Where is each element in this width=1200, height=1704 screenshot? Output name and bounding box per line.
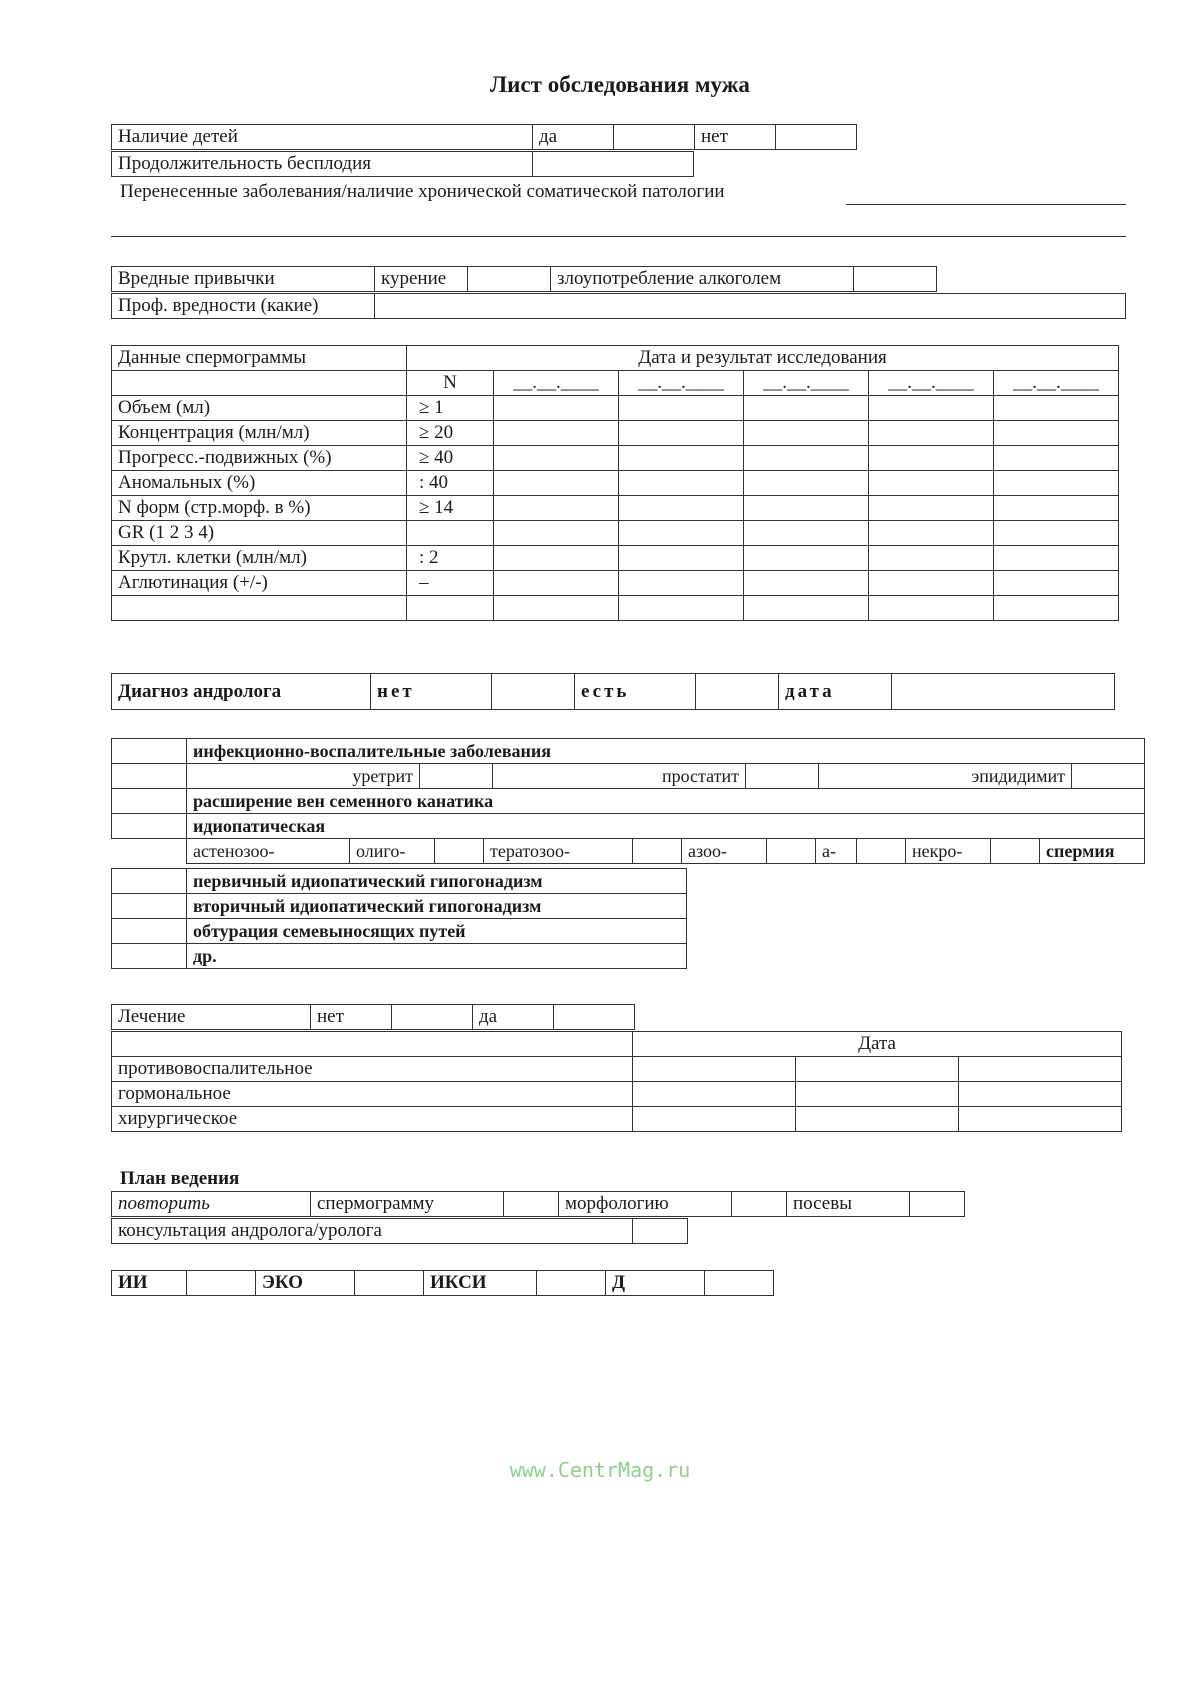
idiopathic-label: идиопатическая xyxy=(187,814,1145,839)
secondary-box[interactable] xyxy=(112,894,187,919)
plan-repeat-label: повторить xyxy=(112,1192,311,1217)
method-d-label: Д xyxy=(606,1271,705,1296)
urethritis-box[interactable] xyxy=(420,764,493,788)
primary-label: первичный идиопатический гипогонадизм xyxy=(187,869,687,894)
sperm-result-cell[interactable] xyxy=(869,571,994,596)
sperm-row-norm: : 40 xyxy=(407,471,494,496)
plan-title: План ведения xyxy=(120,1168,240,1189)
sperm-result-cell[interactable] xyxy=(994,496,1119,521)
obstruction-box[interactable] xyxy=(112,919,187,944)
necro-box[interactable] xyxy=(991,839,1040,863)
method-eko-box[interactable] xyxy=(355,1271,424,1296)
prostatitis-box[interactable] xyxy=(746,764,819,788)
sperm-result-cell[interactable] xyxy=(994,471,1119,496)
diagnosis-no-box[interactable] xyxy=(492,674,575,710)
spermogram-table xyxy=(111,345,1119,621)
sperm-result-cell[interactable] xyxy=(744,446,869,471)
oligo-label: олиго- xyxy=(350,839,435,863)
treatment-type-2: гормональное xyxy=(112,1082,633,1107)
method-d-box[interactable] xyxy=(705,1271,774,1296)
sperm-row xyxy=(112,446,1119,471)
azoo-label: азоо- xyxy=(682,839,767,863)
habits-table xyxy=(111,266,937,292)
sperm-result-cell[interactable] xyxy=(744,521,869,546)
oligo-box[interactable] xyxy=(435,839,484,863)
prof-label: Проф. вредности (какие) xyxy=(112,294,375,319)
diseases-line-2[interactable] xyxy=(111,236,1126,237)
diagnosis-yes-box[interactable] xyxy=(696,674,779,710)
alcohol-label: злоупотребление алкоголем xyxy=(551,267,854,292)
sperm-result-cell[interactable] xyxy=(619,471,744,496)
sperm-result-cell[interactable] xyxy=(744,396,869,421)
plan-cultures-box[interactable] xyxy=(910,1192,965,1217)
smoking-label: курение xyxy=(375,267,468,292)
sperm-result-cell[interactable] xyxy=(994,421,1119,446)
a-box[interactable] xyxy=(857,839,906,863)
varicocele-box[interactable] xyxy=(112,789,187,814)
sperm-result-cell[interactable] xyxy=(869,471,994,496)
spermia-label: спермия xyxy=(1040,839,1145,863)
prof-table xyxy=(111,293,1126,319)
treatment-yes-box[interactable] xyxy=(554,1005,635,1030)
treatment-type-1: противовоспалительное xyxy=(112,1057,633,1082)
sperm-row xyxy=(112,396,1119,421)
diagnosis-date-label: дата xyxy=(779,674,892,710)
diagnosis-label: Диагноз андролога xyxy=(112,674,371,710)
sperm-row-label: Аглютинация (+/-) xyxy=(112,571,407,596)
methods-table xyxy=(111,1270,774,1296)
infection-box[interactable] xyxy=(112,739,187,764)
habits-label: Вредные привычки xyxy=(112,267,375,292)
sperm-result-cell[interactable] xyxy=(994,521,1119,546)
necro-label: некро- xyxy=(906,839,991,863)
sperm-date-4[interactable]: __.__.____ xyxy=(869,371,994,396)
idiopathic-box[interactable] xyxy=(112,814,187,839)
infection-label: инфекционно-воспалительные заболевания xyxy=(187,739,1145,764)
sperm-result-cell[interactable] xyxy=(619,571,744,596)
children-yes-box[interactable] xyxy=(614,125,695,150)
sperm-result-cell[interactable] xyxy=(744,471,869,496)
method-iksi-label: ИКСИ xyxy=(424,1271,537,1296)
consult-table xyxy=(111,1218,688,1244)
sperm-result-cell[interactable] xyxy=(869,421,994,446)
epididymitis-label: эпидидимит xyxy=(819,764,1072,788)
treatment-type-3: хирургическое xyxy=(112,1107,633,1132)
infertility-field[interactable] xyxy=(533,152,694,177)
children-no-label: нет xyxy=(695,125,776,150)
children-yes-label: да xyxy=(533,125,614,150)
sperm-result-cell[interactable] xyxy=(619,421,744,446)
sperm-result-cell[interactable] xyxy=(869,446,994,471)
alcohol-box[interactable] xyxy=(854,267,937,292)
treatment-date-header: Дата xyxy=(633,1032,1122,1057)
prostatitis-label: простатит xyxy=(493,764,746,788)
children-label: Наличие детей xyxy=(112,125,533,150)
diagnosis-no-label: нет xyxy=(371,674,492,710)
sperm-row-norm: ≥ 1 xyxy=(407,396,494,421)
varicocele-label: расширение вен семенного канатика xyxy=(187,789,1145,814)
sperm-row-label: N форм (стр.морф. в %) xyxy=(112,496,407,521)
sperm-result-cell[interactable] xyxy=(494,421,619,446)
other-label: др. xyxy=(187,944,687,969)
plan-spermogram-box[interactable] xyxy=(504,1192,559,1217)
treatment-yes-label: да xyxy=(473,1005,554,1030)
sperm-result-cell[interactable] xyxy=(994,546,1119,571)
plan-spermogram-label: спермограмму xyxy=(311,1192,504,1217)
sperm-empty-header xyxy=(112,371,407,396)
sperm-date-5[interactable]: __.__.____ xyxy=(994,371,1119,396)
a-label: а- xyxy=(816,839,857,863)
sperm-results-header: Дата и результат исследования xyxy=(407,346,1119,371)
sperm-result-cell[interactable] xyxy=(994,571,1119,596)
sperm-row-norm: ≥ 14 xyxy=(407,496,494,521)
sperm-row-norm: – xyxy=(407,571,494,596)
treatment-no-box[interactable] xyxy=(392,1005,473,1030)
sperm-result-cell[interactable] xyxy=(744,546,869,571)
sperm-row-norm: ≥ 40 xyxy=(407,446,494,471)
sperm-result-cell[interactable] xyxy=(494,396,619,421)
astheno-label: астенозоо- xyxy=(187,839,350,863)
sperm-row-label: GR (1 2 3 4) xyxy=(112,521,407,546)
azoo-box[interactable] xyxy=(767,839,816,863)
conditions-table-2 xyxy=(111,868,687,969)
sperm-row xyxy=(112,546,1119,571)
sperm-result-cell[interactable] xyxy=(619,521,744,546)
smoking-box[interactable] xyxy=(468,267,551,292)
terato-box[interactable] xyxy=(633,839,682,863)
plan-consult-box[interactable] xyxy=(633,1219,688,1244)
sperm-date-1[interactable]: __.__.____ xyxy=(494,371,619,396)
other-box[interactable] xyxy=(112,944,187,969)
sperm-result-cell[interactable] xyxy=(744,421,869,446)
diseases-line-1[interactable] xyxy=(846,204,1126,205)
sperm-date-3[interactable]: __.__.____ xyxy=(744,371,869,396)
method-eko-label: ЭКО xyxy=(256,1271,355,1296)
plan-table xyxy=(111,1191,965,1217)
children-no-box[interactable] xyxy=(776,125,857,150)
sperm-row xyxy=(112,496,1119,521)
plan-cultures-label: посевы xyxy=(787,1192,910,1217)
sperm-row-label: Объем (мл) xyxy=(112,396,407,421)
sperm-row xyxy=(112,521,1119,546)
method-ii-box[interactable] xyxy=(187,1271,256,1296)
sperm-result-cell[interactable] xyxy=(619,546,744,571)
sperm-result-cell[interactable] xyxy=(869,546,994,571)
diagnosis-table xyxy=(111,673,1115,710)
sperm-result-cell[interactable] xyxy=(494,471,619,496)
sperm-result-cell[interactable] xyxy=(744,496,869,521)
treatment-header-table xyxy=(111,1004,635,1030)
diagnosis-date-field[interactable] xyxy=(892,674,1115,710)
sperm-row-label: Прогресс.-подвижных (%) xyxy=(112,446,407,471)
sperm-row-norm: ≥ 20 xyxy=(407,421,494,446)
plan-morphology-box[interactable] xyxy=(732,1192,787,1217)
watermark: www.CentrMag.ru xyxy=(509,1458,691,1482)
plan-consult-label: консультация андролога/уролога xyxy=(112,1219,633,1244)
sperm-result-cell[interactable] xyxy=(744,571,869,596)
sperm-result-cell[interactable] xyxy=(494,546,619,571)
secondary-label: вторичный идиопатический гипогонадизм xyxy=(187,894,687,919)
diagnosis-yes-label: есть xyxy=(575,674,696,710)
urethritis-label: уретрит xyxy=(187,764,420,788)
sperm-result-cell[interactable] xyxy=(994,396,1119,421)
epididymitis-box[interactable] xyxy=(1072,764,1145,788)
sperm-date-2[interactable]: __.__.____ xyxy=(619,371,744,396)
obstruction-label: обтурация семевыносящих путей xyxy=(187,919,687,944)
prof-field[interactable] xyxy=(375,294,1126,319)
sperm-result-cell[interactable] xyxy=(619,496,744,521)
sperm-row-label: Крутл. клетки (млн/мл) xyxy=(112,546,407,571)
sperm-result-cell[interactable] xyxy=(994,446,1119,471)
sperm-result-cell[interactable] xyxy=(869,496,994,521)
sperm-result-cell[interactable] xyxy=(494,496,619,521)
terato-label: тератозоо- xyxy=(484,839,633,863)
sperm-result-cell[interactable] xyxy=(619,446,744,471)
conditions-table xyxy=(111,738,1145,864)
sperm-result-cell[interactable] xyxy=(619,396,744,421)
primary-box[interactable] xyxy=(112,869,187,894)
sperm-row-norm xyxy=(407,521,494,546)
treatment-table xyxy=(111,1031,1122,1132)
page-title: Лист обследования мужа xyxy=(490,72,750,97)
sperm-result-cell[interactable] xyxy=(869,396,994,421)
diseases-label: Перенесенные заболевания/наличие хронической соматической патологии xyxy=(120,181,725,202)
sperm-row xyxy=(112,471,1119,496)
treatment-label: Лечение xyxy=(112,1005,311,1030)
sperm-row-label: Аномальных (%) xyxy=(112,471,407,496)
sperm-row-label: Концентрация (млн/мл) xyxy=(112,421,407,446)
sperm-result-cell[interactable] xyxy=(494,446,619,471)
sperm-title: Данные спермограммы xyxy=(112,346,407,371)
sperm-result-cell[interactable] xyxy=(494,521,619,546)
children-table xyxy=(111,124,857,150)
infertility-table xyxy=(111,151,694,177)
sperm-row xyxy=(112,421,1119,446)
method-ii-label: ИИ xyxy=(112,1271,187,1296)
sperm-empty-row xyxy=(112,596,407,621)
sperm-row-norm: : 2 xyxy=(407,546,494,571)
sperm-result-cell[interactable] xyxy=(869,521,994,546)
infertility-label: Продолжительность бесплодия xyxy=(112,152,533,177)
sperm-row xyxy=(112,571,1119,596)
sperm-norm-header: N xyxy=(407,371,494,396)
plan-morphology-label: морфологию xyxy=(559,1192,732,1217)
treatment-no-label: нет xyxy=(311,1005,392,1030)
sperm-result-cell[interactable] xyxy=(494,571,619,596)
method-iksi-box[interactable] xyxy=(537,1271,606,1296)
